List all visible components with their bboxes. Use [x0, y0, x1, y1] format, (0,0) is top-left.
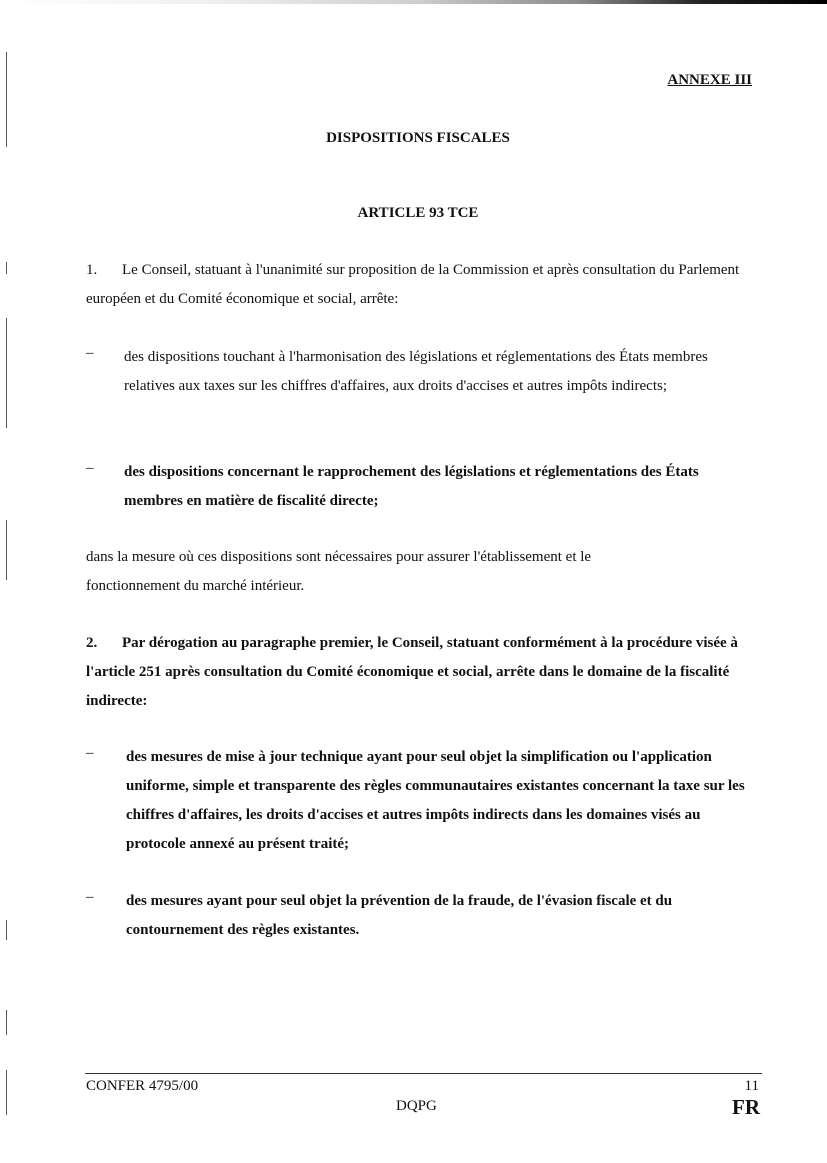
- scan-edge-mark: [6, 520, 7, 580]
- department-code: DQPG: [396, 1098, 437, 1114]
- scan-edge-mark: [6, 318, 7, 428]
- paragraph-1: [86, 256, 761, 314]
- document-reference: CONFER 4795/00: [86, 1078, 199, 1094]
- scan-edge-mark: [6, 1010, 7, 1035]
- paragraph-2-intro: Par dérogation au paragraphe premier, le Conseil, statuant conformément à la procédure visée à l'article 251 après consultation du Comité économique et social, arrête dans le domaine de la fiscalité indirecte:: [86, 635, 738, 709]
- annex-label: ANNEXE III: [667, 72, 752, 88]
- paragraph-1-intro: Le Conseil, statuant à l'unanimité sur proposition de la Commission et après consultation du Parlement européen et du Comité économique et social, arrête:: [86, 262, 740, 307]
- article-heading: ARTICLE 93 TCE: [357, 205, 479, 221]
- footer-divider: [85, 1073, 762, 1074]
- scan-edge-mark: [6, 920, 7, 940]
- list-dash: –: [86, 460, 94, 476]
- paragraph-number: 2.: [86, 635, 98, 651]
- list-item: des dispositions concernant le rapprochement des législations et réglementations des États membres en matière de fiscalité directe;: [124, 464, 699, 509]
- paragraph-2: [86, 629, 761, 716]
- list-item: des dispositions touchant à l'harmonisation des législations et réglementations des États membres relatives aux taxes sur les chiffres d'affaires, aux droits d'accises et autres impôts indirects;: [124, 349, 708, 394]
- language-code: FR: [732, 1095, 760, 1119]
- paragraph-number: 1.: [86, 262, 98, 278]
- list-dash: –: [86, 745, 94, 761]
- list-dash: –: [86, 345, 94, 361]
- page-number: 11: [744, 1078, 759, 1094]
- scan-edge-mark: [6, 1070, 7, 1115]
- list-dash: –: [86, 889, 94, 905]
- paragraph-1-closing: dans la mesure où ces dispositions sont nécessaires pour assurer l'établissement et le fonctionnement du marché intérieur.: [86, 549, 592, 594]
- scan-edge-mark: [6, 262, 7, 274]
- scan-edge-top: [0, 0, 827, 4]
- list-item: des mesures de mise à jour technique ayant pour seul objet la simplification ou l'application uniforme, simple et transparente des règles communautaires existantes concernant la taxe sur les chiffres d'affaires, les droits d'accises et autres impôts indirects dans les domaines visés au protocole annexé au présent traité;: [126, 749, 745, 852]
- document-title: DISPOSITIONS FISCALES: [326, 130, 510, 146]
- list-item: des mesures ayant pour seul objet la prévention de la fraude, de l'évasion fiscale et du contournement des règles existantes.: [126, 893, 673, 938]
